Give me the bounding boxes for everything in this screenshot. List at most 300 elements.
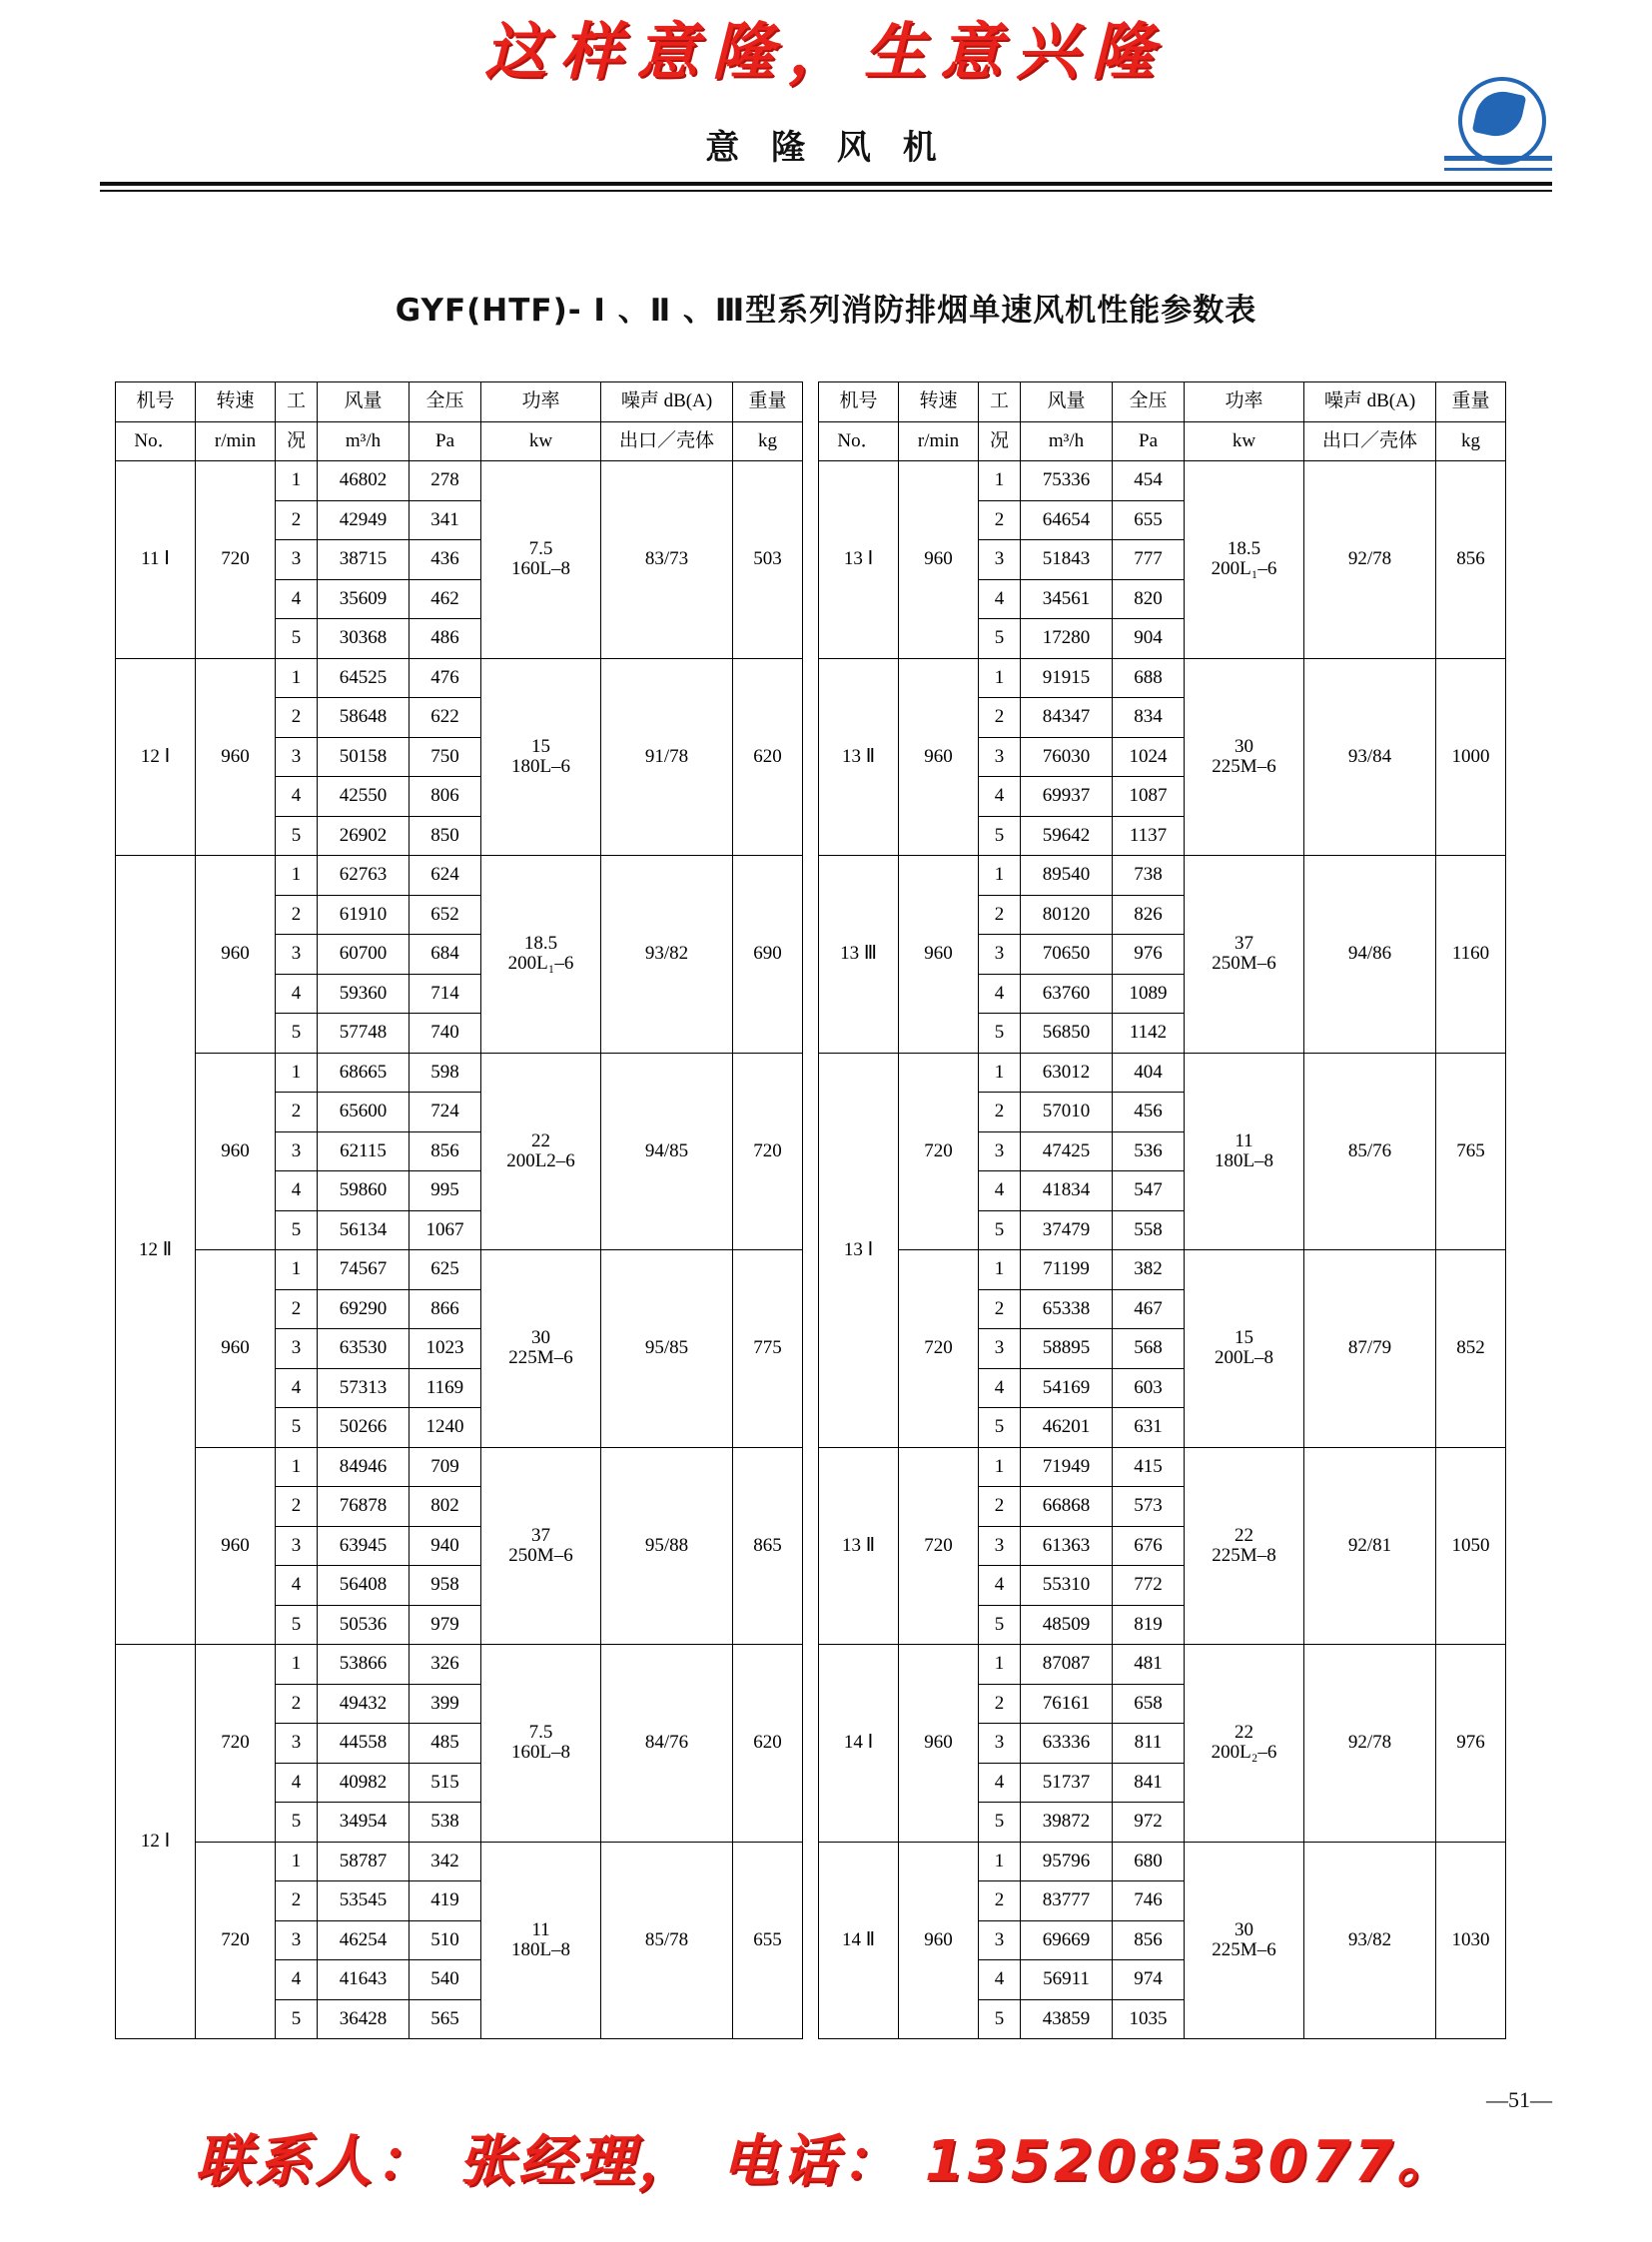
cell-machine-no: 13 Ⅰ: [819, 461, 899, 659]
cell-weight: 1050: [1436, 1447, 1506, 1645]
table-col-header-pressure-cn: 全压: [410, 382, 481, 422]
table-body-right: [819, 461, 1506, 2039]
cell-pressure: 399: [410, 1684, 481, 1724]
cell-machine-no: 12 Ⅱ: [116, 856, 196, 1645]
cell-flow: 26902: [318, 816, 410, 856]
cell-pressure: 772: [1113, 1566, 1185, 1606]
cell-pressure: 476: [410, 658, 481, 698]
cell-weight: 690: [733, 856, 803, 1054]
cell-condition: 3: [276, 1920, 318, 1960]
cell-condition: 4: [979, 1171, 1021, 1211]
cell-condition: 1: [979, 1842, 1021, 1881]
cell-pressure: 547: [1113, 1171, 1185, 1211]
table-header-left: [116, 382, 803, 461]
cell-flow: 50158: [318, 737, 410, 777]
cell-flow: 65338: [1021, 1289, 1113, 1329]
cell-condition: 1: [979, 461, 1021, 501]
cell-pressure: 568: [1113, 1329, 1185, 1369]
cell-pressure: 1087: [1113, 777, 1185, 817]
table-col-header-no-unit: No．: [819, 421, 899, 461]
cell-pressure: 979: [410, 1605, 481, 1645]
cell-machine-no: 13 Ⅱ: [819, 658, 899, 856]
table-row: [819, 1250, 1506, 1290]
cell-flow: 58787: [318, 1842, 410, 1881]
cell-pressure: 1067: [410, 1210, 481, 1250]
table-row: [819, 856, 1506, 896]
cell-condition: 5: [276, 1408, 318, 1448]
cell-pressure: 750: [410, 737, 481, 777]
cell-flow: 40982: [318, 1763, 410, 1803]
cell-pressure: 777: [1113, 540, 1185, 580]
cell-pressure: 819: [1113, 1605, 1185, 1645]
cell-weight: 852: [1436, 1250, 1506, 1448]
cell-flow: 55310: [1021, 1566, 1113, 1606]
cell-flow: 57748: [318, 1014, 410, 1054]
cell-pressure: 724: [410, 1093, 481, 1132]
cell-rpm: 720: [196, 1645, 276, 1843]
cell-pressure: 1169: [410, 1368, 481, 1408]
cell-flow: 84946: [318, 1447, 410, 1487]
cell-rpm: 960: [196, 1250, 276, 1448]
cell-pressure: 1240: [410, 1408, 481, 1448]
cell-condition: 3: [276, 1131, 318, 1171]
cell-rpm: 960: [899, 856, 979, 1054]
cell-flow: 68665: [318, 1053, 410, 1093]
cell-noise: 93/82: [601, 856, 733, 1054]
cell-pressure: 820: [1113, 579, 1185, 619]
cell-condition: 5: [979, 1014, 1021, 1054]
table-col-header-pressure-unit: Pa: [410, 421, 481, 461]
cell-condition: 2: [276, 1093, 318, 1132]
cell-noise: 92/78: [1304, 1645, 1436, 1843]
cell-flow: 57010: [1021, 1093, 1113, 1132]
cell-condition: 3: [979, 540, 1021, 580]
cell-pressure: 652: [410, 895, 481, 935]
cell-condition: 3: [276, 1724, 318, 1764]
cell-pressure: 467: [1113, 1289, 1185, 1329]
cell-weight: 655: [733, 1842, 803, 2039]
cell-condition: 3: [276, 737, 318, 777]
cell-weight: 856: [1436, 461, 1506, 659]
cell-condition: 1: [979, 1250, 1021, 1290]
table-row: [116, 461, 803, 501]
cell-weight: 1160: [1436, 856, 1506, 1054]
cell-flow: 34954: [318, 1803, 410, 1843]
cell-pressure: 904: [1113, 619, 1185, 659]
cell-rpm: 960: [899, 461, 979, 659]
cell-flow: 59860: [318, 1171, 410, 1211]
cell-noise: 84/76: [601, 1645, 733, 1843]
cell-condition: 1: [979, 856, 1021, 896]
cell-pressure: 558: [1113, 1210, 1185, 1250]
cell-rpm: 960: [899, 658, 979, 856]
cell-condition: 4: [276, 777, 318, 817]
cell-condition: 4: [979, 777, 1021, 817]
cell-weight: 1030: [1436, 1842, 1506, 2039]
cell-pressure: 738: [1113, 856, 1185, 896]
cell-flow: 51737: [1021, 1763, 1113, 1803]
cell-condition: 3: [979, 1329, 1021, 1369]
cell-flow: 69669: [1021, 1920, 1113, 1960]
cell-pressure: 1137: [1113, 816, 1185, 856]
cell-condition: 3: [276, 1329, 318, 1369]
table-col-header-condition-unit: 况: [276, 421, 318, 461]
cell-rpm: 960: [899, 1842, 979, 2039]
cell-pressure: 958: [410, 1566, 481, 1606]
cell-pressure: 625: [410, 1250, 481, 1290]
cell-pressure: 658: [1113, 1684, 1185, 1724]
cell-condition: 3: [979, 737, 1021, 777]
cell-flow: 37479: [1021, 1210, 1113, 1250]
cell-flow: 84347: [1021, 698, 1113, 738]
cell-condition: 1: [276, 1842, 318, 1881]
yilong-fan-logo-icon: [1444, 95, 1552, 175]
table-col-header-rpm-cn: 转速: [196, 382, 276, 422]
table-col-header-flow-unit: m³/h: [318, 421, 410, 461]
cell-flow: 39872: [1021, 1803, 1113, 1843]
table-col-header-power-cn: 功率: [481, 382, 601, 422]
cell-power: 7.5 160L–8: [481, 1645, 601, 1843]
cell-condition: 1: [276, 1053, 318, 1093]
table-col-header-power-unit: kw: [481, 421, 601, 461]
table-col-header-power-cn: 功率: [1185, 382, 1304, 422]
table-col-header-no-cn: 机号: [819, 382, 899, 422]
cell-pressure: 326: [410, 1645, 481, 1685]
table-row: [116, 856, 803, 896]
cell-condition: 2: [276, 1289, 318, 1329]
cell-power: 22 225M–8: [1185, 1447, 1304, 1645]
cell-pressure: 1089: [1113, 974, 1185, 1014]
cell-condition: 2: [979, 1093, 1021, 1132]
cell-pressure: 603: [1113, 1368, 1185, 1408]
cell-flow: 69290: [318, 1289, 410, 1329]
slogan-text: 这样意隆，生意兴隆: [483, 15, 1168, 88]
cell-pressure: 515: [410, 1763, 481, 1803]
cell-pressure: 485: [410, 1724, 481, 1764]
cell-condition: 5: [276, 1014, 318, 1054]
cell-pressure: 415: [1113, 1447, 1185, 1487]
table-col-header-rpm-unit: r/min: [196, 421, 276, 461]
cell-flow: 56911: [1021, 1960, 1113, 2000]
cell-flow: 71949: [1021, 1447, 1113, 1487]
cell-condition: 2: [979, 1684, 1021, 1724]
cell-condition: 1: [276, 658, 318, 698]
cell-condition: 4: [276, 579, 318, 619]
cell-flow: 63760: [1021, 974, 1113, 1014]
cell-flow: 38715: [318, 540, 410, 580]
cell-flow: 17280: [1021, 619, 1113, 659]
cell-condition: 1: [979, 1053, 1021, 1093]
cell-power: 22 200L₂–6: [1185, 1645, 1304, 1843]
cell-noise: 92/81: [1304, 1447, 1436, 1645]
cell-flow: 53545: [318, 1881, 410, 1921]
table-row: [116, 1645, 803, 1685]
cell-flow: 56134: [318, 1210, 410, 1250]
cell-weight: 620: [733, 1645, 803, 1843]
cell-flow: 48509: [1021, 1605, 1113, 1645]
cell-pressure: 680: [1113, 1842, 1185, 1881]
cell-flow: 43859: [1021, 1999, 1113, 2039]
cell-power: 22 200L2–6: [481, 1053, 601, 1250]
cell-pressure: 676: [1113, 1526, 1185, 1566]
cell-condition: 2: [276, 1487, 318, 1527]
cell-flow: 30368: [318, 619, 410, 659]
cell-flow: 46802: [318, 461, 410, 501]
cell-condition: 2: [276, 500, 318, 540]
table-col-header-weight-cn: 重量: [1436, 382, 1506, 422]
table-row: [819, 1053, 1506, 1093]
cell-pressure: 746: [1113, 1881, 1185, 1921]
cell-flow: 54169: [1021, 1368, 1113, 1408]
cell-condition: 4: [276, 1368, 318, 1408]
cell-condition: 2: [979, 1289, 1021, 1329]
cell-condition: 3: [276, 540, 318, 580]
cell-pressure: 714: [410, 974, 481, 1014]
cell-condition: 5: [276, 1210, 318, 1250]
cell-condition: 3: [276, 1526, 318, 1566]
cell-noise: 92/78: [1304, 461, 1436, 659]
cell-flow: 75336: [1021, 461, 1113, 501]
cell-machine-no: 14 Ⅱ: [819, 1842, 899, 2039]
contact-footer: 联系人： 张经理， 电话： 13520853077。: [195, 2129, 1457, 2194]
table-col-header-no-cn: 机号: [116, 382, 196, 422]
cell-pressure: 684: [410, 935, 481, 975]
cell-noise: 85/76: [1304, 1053, 1436, 1250]
table-col-header-pressure-cn: 全压: [1113, 382, 1185, 422]
cell-condition: 4: [979, 1566, 1021, 1606]
cell-noise: 95/85: [601, 1250, 733, 1448]
cell-power: 15 200L–8: [1185, 1250, 1304, 1448]
cell-condition: 2: [276, 698, 318, 738]
cell-flow: 64654: [1021, 500, 1113, 540]
cell-pressure: 940: [410, 1526, 481, 1566]
cell-flow: 62115: [318, 1131, 410, 1171]
cell-flow: 46254: [318, 1920, 410, 1960]
cell-power: 15 180L–6: [481, 658, 601, 856]
cell-flow: 59642: [1021, 816, 1113, 856]
cell-power: 18.5 200L₁–6: [1185, 461, 1304, 659]
cell-condition: 2: [979, 1881, 1021, 1921]
table-col-header-rpm-cn: 转速: [899, 382, 979, 422]
performance-table-left: [115, 381, 803, 2039]
cell-pressure: 536: [1113, 1131, 1185, 1171]
cell-power: 30 225M–6: [481, 1250, 601, 1448]
cell-flow: 91915: [1021, 658, 1113, 698]
cell-rpm: 720: [196, 461, 276, 659]
cell-flow: 61363: [1021, 1526, 1113, 1566]
cell-pressure: 856: [410, 1131, 481, 1171]
table-col-header-no-unit: No．: [116, 421, 196, 461]
cell-condition: 5: [979, 1605, 1021, 1645]
cell-condition: 1: [979, 1645, 1021, 1685]
cell-flow: 50536: [318, 1605, 410, 1645]
cell-condition: 4: [276, 1171, 318, 1211]
table-col-header-rpm-unit: r/min: [899, 421, 979, 461]
cell-condition: 4: [979, 974, 1021, 1014]
cell-pressure: 631: [1113, 1408, 1185, 1448]
cell-noise: 94/85: [601, 1053, 733, 1250]
cell-flow: 42550: [318, 777, 410, 817]
table-col-header-power-unit: kw: [1185, 421, 1304, 461]
cell-pressure: 278: [410, 461, 481, 501]
cell-power: 18.5 200L₁–6: [481, 856, 601, 1054]
cell-condition: 5: [276, 1803, 318, 1843]
cell-pressure: 655: [1113, 500, 1185, 540]
cell-weight: 620: [733, 658, 803, 856]
cell-power: 30 225M–6: [1185, 1842, 1304, 2039]
table-row: [116, 1842, 803, 1881]
cell-pressure: 995: [410, 1171, 481, 1211]
cell-pressure: 624: [410, 856, 481, 896]
page-title: GYF(HTF)- Ⅰ 、Ⅱ 、Ⅲ型系列消防排烟单速风机性能参数表: [395, 293, 1257, 329]
cell-power: 30 225M–6: [1185, 658, 1304, 856]
cell-rpm: 960: [196, 1053, 276, 1250]
cell-condition: 2: [979, 698, 1021, 738]
cell-flow: 76030: [1021, 737, 1113, 777]
table-col-header-weight-unit: kg: [1436, 421, 1506, 461]
cell-flow: 87087: [1021, 1645, 1113, 1685]
cell-flow: 83777: [1021, 1881, 1113, 1921]
cell-flow: 56408: [318, 1566, 410, 1606]
cell-machine-no: 11 Ⅰ: [116, 461, 196, 659]
cell-pressure: 709: [410, 1447, 481, 1487]
cell-power: 11 180L–8: [1185, 1053, 1304, 1250]
cell-pressure: 1035: [1113, 1999, 1185, 2039]
table-col-header-noise-cn: 噪声 dB(A): [601, 382, 733, 422]
table-col-header-noise-unit: 出口／壳体: [1304, 421, 1436, 461]
performance-table-right: [818, 381, 1506, 2039]
cell-flow: 71199: [1021, 1250, 1113, 1290]
cell-condition: 4: [979, 1368, 1021, 1408]
cell-condition: 4: [979, 1763, 1021, 1803]
cell-condition: 2: [276, 1684, 318, 1724]
brand-name: 意 隆 风 机: [705, 128, 947, 168]
table-row: [819, 1645, 1506, 1685]
cell-pressure: 740: [410, 1014, 481, 1054]
cell-pressure: 462: [410, 579, 481, 619]
cell-flow: 80120: [1021, 895, 1113, 935]
cell-pressure: 972: [1113, 1803, 1185, 1843]
cell-condition: 5: [979, 1408, 1021, 1448]
cell-pressure: 486: [410, 619, 481, 659]
cell-pressure: 510: [410, 1920, 481, 1960]
cell-flow: 56850: [1021, 1014, 1113, 1054]
cell-pressure: 454: [1113, 461, 1185, 501]
cell-machine-no: 14 Ⅰ: [819, 1645, 899, 1843]
performance-tables: [115, 381, 1543, 2039]
cell-flow: 63012: [1021, 1053, 1113, 1093]
cell-condition: 3: [979, 1131, 1021, 1171]
cell-noise: 93/84: [1304, 658, 1436, 856]
cell-condition: 5: [979, 1999, 1021, 2039]
table-row: [819, 461, 1506, 501]
cell-flow: 95796: [1021, 1842, 1113, 1881]
cell-pressure: 834: [1113, 698, 1185, 738]
cell-noise: 87/79: [1304, 1250, 1436, 1448]
header-divider: [100, 182, 1552, 192]
cell-condition: 2: [979, 1487, 1021, 1527]
cell-noise: 91/78: [601, 658, 733, 856]
cell-rpm: 720: [899, 1447, 979, 1645]
cell-pressure: 598: [410, 1053, 481, 1093]
cell-flow: 70650: [1021, 935, 1113, 975]
table-row: [819, 658, 1506, 698]
cell-pressure: 540: [410, 1960, 481, 2000]
cell-flow: 49432: [318, 1684, 410, 1724]
cell-condition: 5: [276, 1999, 318, 2039]
cell-condition: 1: [276, 1447, 318, 1487]
cell-noise: 83/73: [601, 461, 733, 659]
cell-condition: 2: [979, 500, 1021, 540]
cell-flow: 63336: [1021, 1724, 1113, 1764]
cell-power: 11 180L–8: [481, 1842, 601, 2039]
table-col-header-pressure-unit: Pa: [1113, 421, 1185, 461]
cell-pressure: 382: [1113, 1250, 1185, 1290]
cell-pressure: 538: [410, 1803, 481, 1843]
cell-flow: 51843: [1021, 540, 1113, 580]
cell-rpm: 960: [196, 856, 276, 1054]
cell-pressure: 688: [1113, 658, 1185, 698]
cell-condition: 1: [979, 1447, 1021, 1487]
cell-noise: 95/88: [601, 1447, 733, 1645]
cell-pressure: 481: [1113, 1645, 1185, 1685]
cell-pressure: 976: [1113, 935, 1185, 975]
cell-condition: 5: [276, 1605, 318, 1645]
cell-flow: 63945: [318, 1526, 410, 1566]
cell-weight: 720: [733, 1053, 803, 1250]
cell-rpm: 960: [196, 658, 276, 856]
table-col-header-condition-cn: 工: [979, 382, 1021, 422]
cell-condition: 3: [979, 1920, 1021, 1960]
cell-pressure: 1142: [1113, 1014, 1185, 1054]
cell-weight: 503: [733, 461, 803, 659]
cell-flow: 34561: [1021, 579, 1113, 619]
cell-noise: 93/82: [1304, 1842, 1436, 2039]
cell-machine-no: 13 Ⅲ: [819, 856, 899, 1054]
cell-pressure: 856: [1113, 1920, 1185, 1960]
cell-condition: 1: [979, 658, 1021, 698]
cell-condition: 4: [979, 579, 1021, 619]
cell-condition: 5: [979, 1803, 1021, 1843]
cell-flow: 60700: [318, 935, 410, 975]
cell-condition: 4: [276, 1566, 318, 1606]
cell-flow: 35609: [318, 579, 410, 619]
table-col-header-noise-unit: 出口／壳体: [601, 421, 733, 461]
cell-flow: 61910: [318, 895, 410, 935]
cell-condition: 1: [276, 1250, 318, 1290]
cell-condition: 2: [276, 895, 318, 935]
cell-pressure: 1024: [1113, 737, 1185, 777]
cell-machine-no: 12 Ⅰ: [116, 658, 196, 856]
cell-flow: 58895: [1021, 1329, 1113, 1369]
cell-power: 7.5 160L–8: [481, 461, 601, 659]
table-col-header-condition-unit: 况: [979, 421, 1021, 461]
cell-condition: 4: [276, 974, 318, 1014]
table-row: [116, 1053, 803, 1093]
table-col-header-condition-cn: 工: [276, 382, 318, 422]
cell-condition: 3: [979, 1724, 1021, 1764]
cell-pressure: 436: [410, 540, 481, 580]
cell-weight: 976: [1436, 1645, 1506, 1843]
cell-flow: 66868: [1021, 1487, 1113, 1527]
table-col-header-flow-cn: 风量: [1021, 382, 1113, 422]
cell-pressure: 341: [410, 500, 481, 540]
cell-flow: 42949: [318, 500, 410, 540]
cell-weight: 1000: [1436, 658, 1506, 856]
cell-flow: 63530: [318, 1329, 410, 1369]
page-header: [0, 0, 1652, 200]
cell-noise: 94/86: [1304, 856, 1436, 1054]
